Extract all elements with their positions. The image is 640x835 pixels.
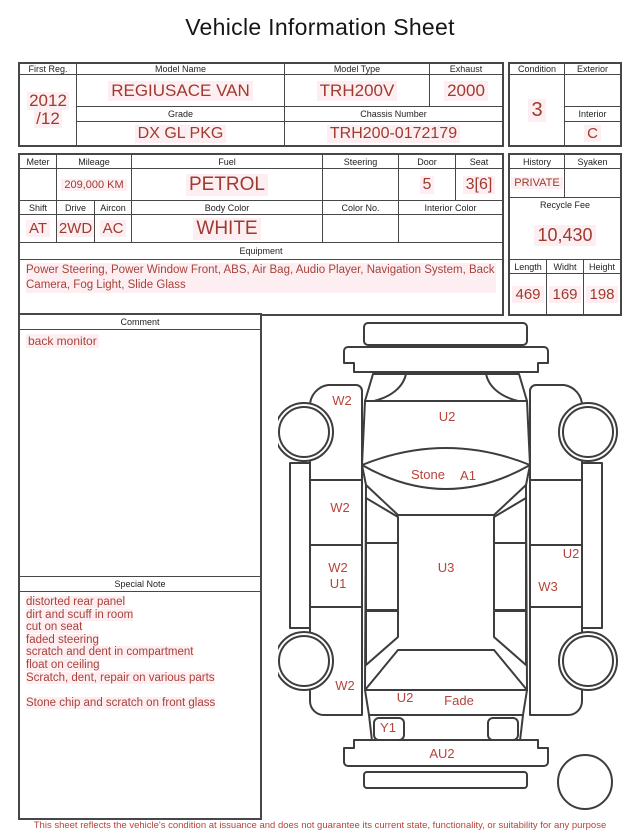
front-left-wheel-inner — [279, 407, 329, 457]
grade-value: DX GL PKG — [77, 122, 285, 145]
spec-table — [18, 153, 504, 316]
color-no-header: Color No. — [323, 201, 399, 215]
grade-header: Grade — [77, 107, 285, 122]
special-note-line: scratch and dent in compartment — [26, 646, 194, 659]
damage-label-roof: U3 — [437, 560, 455, 575]
right-front-window — [494, 498, 526, 543]
syaken-value — [565, 169, 620, 198]
first-reg-year: 2012 — [29, 91, 67, 111]
mileage-header: Mileage — [57, 155, 132, 169]
rear-bottom-bar — [364, 772, 527, 788]
condition-box — [508, 62, 622, 147]
history-value: PRIVATE — [510, 169, 565, 198]
length-header: Length — [510, 260, 547, 274]
damage-label-rear-bumper: AU2 — [429, 746, 455, 761]
syaken-header: Syaken — [565, 155, 620, 169]
special-note-line: Scratch, dent, repair on various parts — [26, 671, 215, 684]
model-name-value: REGIUSACE VAN — [77, 75, 285, 107]
left-slide-window — [366, 543, 398, 610]
disclaimer-text: This sheet reflects the vehicle's condition at issuance and does not guarantee its current state, functionality, or suitability for any purpose — [33, 820, 607, 831]
special-note-line: faded steering — [26, 633, 99, 646]
damage-label-side-right-top: U2 — [562, 546, 580, 561]
seat-header: Seat — [456, 155, 502, 169]
left-sill-panel — [290, 463, 310, 628]
damage-label-slide-door-left-a: W2 — [328, 560, 348, 575]
exterior-header: Exterior — [565, 64, 620, 75]
damage-label-slide-door-left-b: U1 — [329, 576, 347, 591]
condition-value: 3 — [510, 75, 565, 145]
equipment-header: Equipment — [20, 243, 502, 260]
height-header: Height — [584, 260, 620, 274]
shift-header: Shift — [20, 201, 57, 215]
special-note-line: float on ceiling — [26, 658, 100, 671]
history-header: History — [510, 155, 565, 169]
special-note-body — [20, 592, 260, 818]
interior-header: Interior — [565, 107, 620, 122]
car-diagram-svg — [278, 315, 638, 815]
exhaust-value: 2000 — [430, 75, 502, 107]
meter-header: Meter — [20, 155, 57, 169]
body-color-header: Body Color — [132, 201, 323, 215]
windshield — [362, 448, 530, 489]
height-value: 198 — [584, 274, 620, 314]
comment-body: back monitor — [28, 334, 97, 348]
special-note-line — [26, 684, 254, 697]
width-header: Widht — [547, 260, 584, 274]
spare-wheel — [558, 755, 612, 809]
meter-value — [20, 169, 57, 201]
model-type-header: Model Type — [285, 64, 430, 75]
seat-value: 3[6] — [456, 169, 502, 201]
comment-box — [18, 313, 262, 820]
rear-glass — [365, 650, 527, 690]
door-value: 5 — [399, 169, 456, 201]
front-top-bar — [364, 323, 527, 345]
steering-header: Steering — [323, 155, 399, 169]
car-damage-diagram — [278, 315, 638, 815]
damage-label-windshield-note: Stone — [411, 467, 445, 482]
first-reg-value — [20, 75, 77, 145]
special-note-line: cut on seat — [26, 621, 83, 634]
exhaust-header: Exhaust — [430, 64, 502, 75]
condition-header: Condition — [510, 64, 565, 75]
damage-label-quarter-left: W2 — [335, 678, 355, 693]
page-title: Vehicle Information Sheet — [185, 14, 455, 40]
fuel-value: PETROL — [132, 169, 323, 201]
special-note-line: dirt and scuff in room — [26, 608, 134, 621]
model-type-value: TRH200V — [285, 75, 430, 107]
model-name-header: Model Name — [77, 64, 285, 75]
damage-label-front-fender-left: W2 — [332, 393, 352, 408]
special-note-line: Stone chip and scratch on front glass — [26, 696, 216, 709]
equipment-value: Power Steering, Power Window Front, ABS, Air Bag, Audio Player, Navigation System, Back Camera, Fog Light, Slide Glass — [20, 260, 502, 314]
recycle-fee-value: 10,430 — [510, 212, 620, 260]
exterior-value — [565, 75, 620, 107]
damage-label-slide-door-right: W3 — [538, 579, 558, 594]
history-box — [508, 153, 622, 316]
interior-color-value — [399, 215, 502, 243]
first-reg-month: /12 — [36, 109, 60, 128]
aircon-header: Aircon — [95, 201, 132, 215]
front-bumper — [344, 347, 548, 372]
damage-label-rear-panel: Y1 — [380, 720, 396, 735]
chassis-number-value: TRH200-0172179 — [285, 122, 502, 145]
damage-label-front-glass-top: U2 — [438, 409, 456, 424]
front-panel — [365, 374, 527, 401]
mileage-value: 209,000 KM — [57, 169, 132, 201]
damage-label-rear-gate-a: U2 — [396, 690, 414, 705]
model-table — [18, 62, 504, 147]
shift-value: AT — [20, 215, 57, 243]
first-reg-header: First Reg. — [20, 64, 77, 75]
comment-header: Comment — [20, 315, 260, 330]
front-right-wheel-inner — [563, 407, 613, 457]
drive-value: 2WD — [57, 215, 95, 243]
special-note-line: distorted rear panel — [26, 596, 126, 608]
length-value: 469 — [510, 274, 547, 314]
damage-label-front-door-left: W2 — [330, 500, 350, 515]
damage-label-rear-gate-note: Fade — [444, 693, 474, 708]
left-front-window — [366, 498, 398, 543]
right-tail-light — [488, 718, 518, 740]
right-slide-window — [494, 543, 526, 610]
door-header: Door — [399, 155, 456, 169]
drive-header: Drive — [57, 201, 95, 215]
right-front-door — [530, 480, 582, 545]
chassis-number-header: Chassis Number — [285, 107, 502, 122]
width-value: 169 — [547, 274, 584, 314]
fuel-header: Fuel — [132, 155, 323, 169]
damage-label-windshield-grade: A1 — [460, 468, 476, 483]
right-sill-panel — [582, 463, 602, 628]
special-note-header: Special Note — [20, 576, 260, 592]
color-no-value — [323, 215, 399, 243]
interior-value: C — [565, 122, 620, 145]
rear-left-wheel-inner — [279, 636, 329, 686]
interior-color-header: Interior Color — [399, 201, 502, 215]
aircon-value: AC — [95, 215, 132, 243]
rear-right-wheel-inner — [563, 636, 613, 686]
recycle-fee-header: Recycle Fee — [539, 200, 591, 210]
steering-value — [323, 169, 399, 201]
body-color-value: WHITE — [132, 215, 323, 243]
